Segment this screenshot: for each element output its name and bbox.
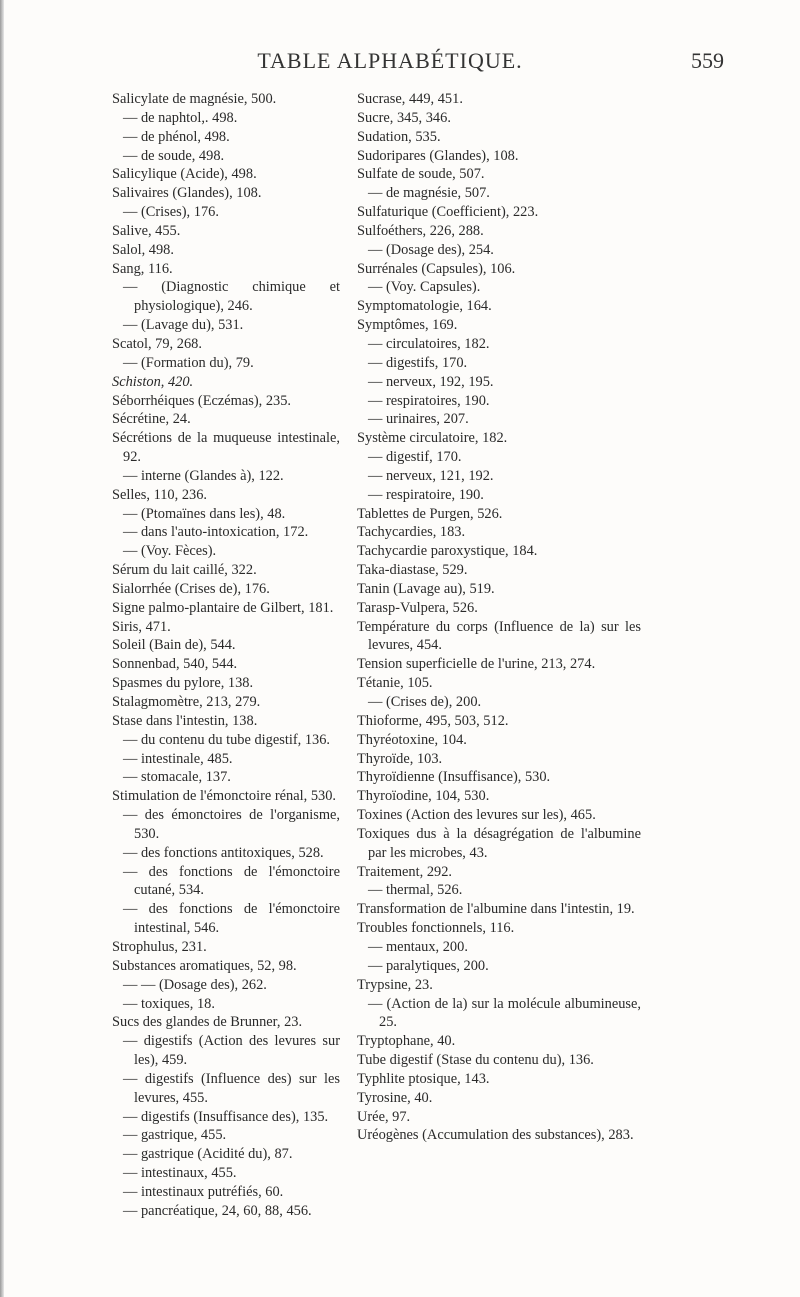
index-entry: Uréogènes (Accumulation des substances), 283. [357,1127,634,1144]
index-entry: — des fonctions de l'émonctoire cutané, 534. [123,863,340,899]
index-entry: Scatol, 79, 268. [112,335,202,352]
index-entry: Trypsine, 23. [357,976,433,993]
index-entry: — nerveux, 192, 195. [368,373,494,390]
index-entry: Surrénales (Capsules), 106. [357,260,516,277]
index-entry: Tachycardies, 183. [357,524,466,541]
index-entry: — intestinale, 485. [123,750,233,767]
index-entry: — des fonctions antitoxiques, 528. [123,844,324,861]
index-entry: — digestif, 170. [368,449,462,466]
index-entry: — de magnésie, 507. [368,185,490,202]
index-entry: Tétanie, 105. [357,675,433,692]
index-entry: Typhlite ptosique, 143. [357,1070,490,1087]
index-entry: — intestinaux, 455. [123,1165,237,1182]
index-entry: — (Action de la) sur la molécule albumineuse, 25. [368,995,641,1031]
index-entry: Toxines (Action des levures sur les), 465. [357,807,596,824]
index-entry: — (Lavage du), 531. [123,317,244,334]
page-number: 559 [691,48,724,73]
index-entry: — stomacale, 137. [123,769,231,786]
index-entry: — (Voy. Fèces). [123,543,217,560]
index-entry: Thioforme, 495, 503, 512. [357,712,509,729]
index-entry: Traitement, 292. [357,863,453,880]
index-entry: — intestinaux putréfiés, 60. [123,1183,284,1200]
index-entry: Toxiques dus à la désagrégation de l'albumine par les microbes, 43. [357,825,641,861]
index-entry: — (Voy. Capsules). [368,279,481,296]
index-entry: Sucrase, 449, 451. [357,91,463,107]
index-entry: Séborrhéiques (Eczémas), 235. [112,392,292,409]
index-entry: — nerveux, 121, 192. [368,467,494,484]
index-entry: Sonnenbad, 540, 544. [112,656,238,673]
index-entry: — mentaux, 200. [368,938,468,955]
index-entry: Symptômes, 169. [357,317,458,334]
index-entry: Tablettes de Purgen, 526. [357,505,503,522]
index-entry: Thyroïodine, 104, 530. [357,788,490,805]
index-entry: Sudation, 535. [357,128,441,145]
page-header [110,48,724,78]
index-entry: Stalagmomètre, 213, 279. [112,694,261,710]
index-entry: — (Diagnostic chimique et physiologique), 246. [123,279,340,315]
index-entry: — (Crises), 176. [123,204,219,221]
index-entry: — (Crises de), 200. [368,694,482,710]
index-entry: Stimulation de l'émonctoire rénal, 530. [112,788,336,805]
index-entry: Tanin (Lavage au), 519. [357,580,495,597]
index-entry: Tachycardie paroxystique, 184. [357,543,538,560]
index-entry: Sécrétions de la muqueuse intestinale, 92. [112,430,340,466]
index-entry: Thyroïdienne (Insuffisance), 530. [357,769,551,786]
index-entry: Sérum du lait caillé, 322. [112,562,257,579]
index-entry: — toxiques, 18. [123,995,215,1012]
index-entry: Soleil (Bain de), 544. [112,637,236,654]
index-entry: Spasmes du pylore, 138. [112,675,254,692]
index-entry: Tension superficielle de l'urine, 213, 274. [357,656,596,673]
index-column-right [357,90,641,1145]
index-entry: Transformation de l'albumine dans l'intestin, 19. [357,901,635,918]
index-entry: — des émonctoires de l'organisme, 530. [123,807,340,842]
index-entry: — digestifs, 170. [368,354,468,371]
index-entry: — — (Dosage des), 262. [123,976,267,993]
index-entry: Thyréotoxine, 104. [357,731,467,748]
index-entry: Schiston, 420. [112,373,194,390]
index-entry: — thermal, 526. [368,882,463,899]
index-entry: — paralytiques, 200. [368,957,489,974]
index-entry: Salol, 498. [112,241,174,258]
index-entry: Sécrétine, 24. [112,411,191,428]
index-entry: — respiratoires, 190. [368,392,490,409]
index-entry: — de naphtol,. 498. [123,109,238,126]
index-entry: Tyrosine, 40. [357,1089,433,1106]
index-entry: Sialorrhée (Crises de), 176. [112,580,270,597]
page-title: TABLE ALPHABÉTIQUE. [257,48,523,73]
index-entry: Symptomatologie, 164. [357,298,492,315]
index-entry: — (Formation du), 79. [123,354,254,371]
index-entry: Sang, 116. [112,260,173,277]
index-entry: Signe palmo-plantaire de Gilbert, 181. [112,599,334,616]
index-entry: Tube digestif (Stase du contenu du), 136. [357,1052,594,1069]
index-entry: Selles, 110, 236. [112,486,208,503]
index-entry: — urinaires, 207. [368,411,469,428]
index-entry: — gastrique (Acidité du), 87. [123,1146,293,1163]
index-entry: — dans l'auto-intoxication, 172. [123,524,309,541]
index-entry: Thyroïde, 103. [357,750,443,767]
index-entry: — pancréatique, 24, 60, 88, 456. [123,1202,312,1219]
index-entry: — (Ptomaïnes dans les), 48. [123,505,286,522]
index-column-left [112,90,340,1221]
index-entry: Sulfoéthers, 226, 288. [357,222,484,239]
index-entry: — respiratoire, 190. [368,486,484,503]
index-entry: Sulfaturique (Coefficient), 223. [357,204,539,221]
index-entry: — des fonctions de l'émonctoire intestinal, 546. [123,901,340,937]
index-entry: — interne (Glandes à), 122. [123,467,284,484]
index-entry: Température du corps (Influence de la) sur les levures, 454. [357,618,641,654]
index-entry: Sulfate de soude, 507. [357,166,485,183]
index-entry: — du contenu du tube digestif, 136. [123,731,331,748]
page-edge-shadow [0,0,4,1297]
index-entry: Stase dans l'intestin, 138. [112,712,258,729]
index-entry: Salivaires (Glandes), 108. [112,185,262,202]
index-entry: Strophulus, 231. [112,938,207,955]
index-entry: Troubles fonctionnels, 116. [357,920,515,937]
index-entry: Salicylique (Acide), 498. [112,166,257,183]
index-entry: Tryptophane, 40. [357,1033,456,1050]
index-entry: — de soude, 498. [123,147,225,164]
index-entry: Siris, 471. [112,618,171,635]
index-entry: — digestifs (Influence des) sur les levures, 455. [123,1070,340,1106]
index-entry: Salive, 455. [112,222,181,239]
index-entry: — gastrique, 455. [123,1127,227,1144]
index-entry: Sucs des glandes de Brunner, 23. [112,1014,303,1031]
index-entry: Taka-diastase, 529. [357,562,468,579]
index-entry: Sucre, 345, 346. [357,109,451,126]
index-entry: Substances aromatiques, 52, 98. [112,957,297,974]
index-entry: — de phénol, 498. [123,128,230,145]
index-entry: — digestifs (Action des levures sur les), 459. [123,1033,340,1069]
index-entry: — digestifs (Insuffisance des), 135. [123,1108,329,1125]
index-entry: Sudoripares (Glandes), 108. [357,147,519,164]
index-entry: Urée, 97. [357,1108,411,1125]
index-entry: Tarasp-Vulpera, 526. [357,599,478,616]
index-entry: — circulatoires, 182. [368,335,490,352]
index-entry: Système circulatoire, 182. [357,430,508,447]
index-entry: Salicylate de magnésie, 500. [112,91,277,107]
index-entry: — (Dosage des), 254. [368,241,494,258]
